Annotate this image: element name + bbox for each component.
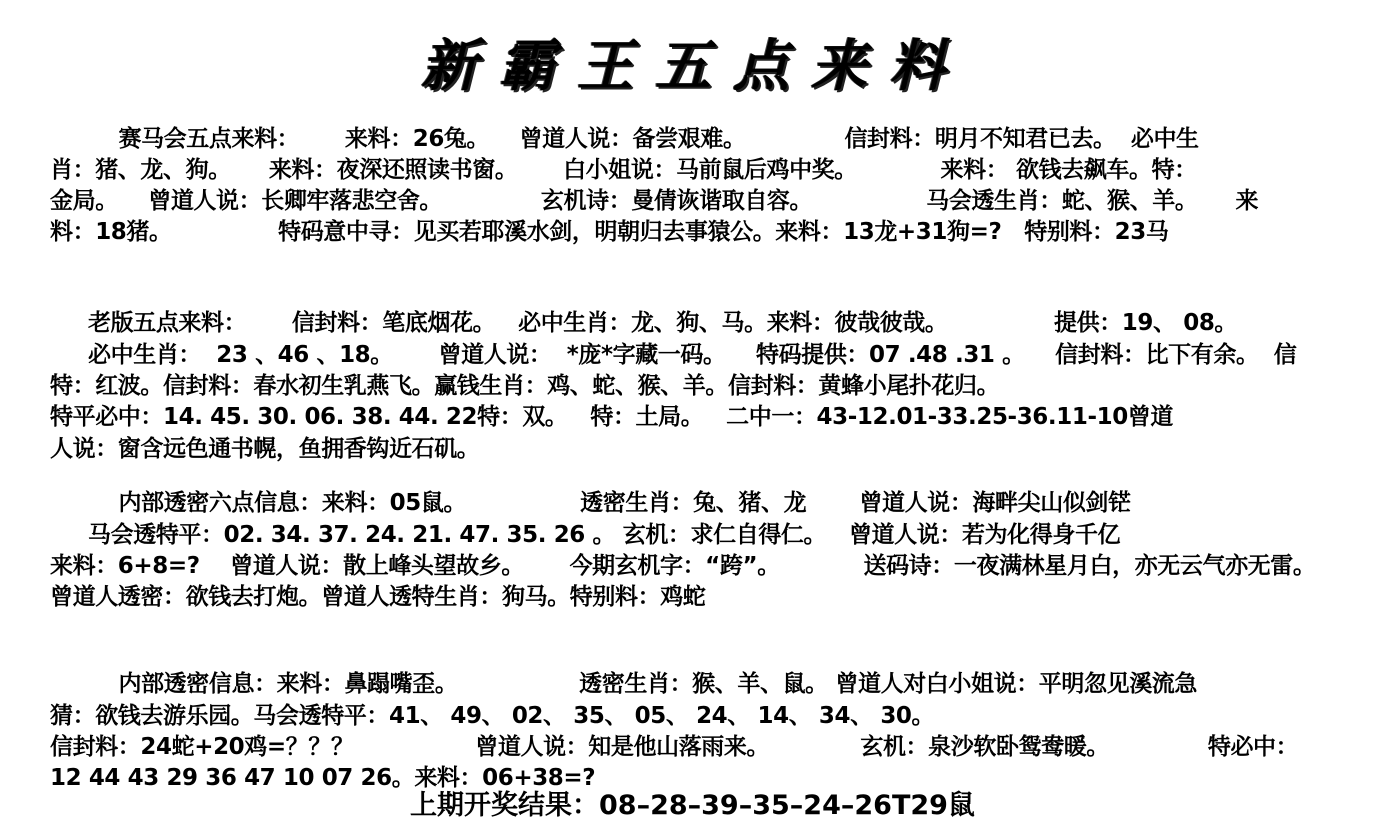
text-line: 赛马会五点来料： 来料：26兔。 曾道人说：备尝艰难。 信封料：明月不知君已去。 必中生 [50, 126, 1199, 152]
text-line: 12 44 43 29 36 47 10 07 26。来料：06+38=? [50, 765, 596, 791]
text-line: 信封料：24蛇+20鸡=？？？ 曾道人说：知是他山落雨来。 玄机：泉沙软卧鸳鸯暖。 特必中： [50, 734, 1299, 760]
text-line: 猜：欲钱去游乐园。马会透特平：41、 49、 02、 35、 05、 24、 14、 34、 30。 [50, 703, 935, 729]
text-line: 曾道人透密：欲钱去打炮。曾道人透特生肖：狗马。特别料：鸡蛇 [50, 584, 706, 610]
text-line: 内部透密六点信息：来料：05鼠。 透密生肖：兔、猪、龙 曾道人说：海畔尖山似剑铓 [50, 490, 1131, 516]
last-draw-result: 上期开奖结果：08–28–39–35–24–26T29鼠 [410, 790, 975, 821]
text-line: 必中生肖： 23 、46 、18。 曾道人说： *庞*字藏一码。 特码提供：07 .48 .31 。 信封料：比下有余。 信 [50, 342, 1297, 368]
text-line: 特平必中：14. 45. 30. 06. 38. 44. 22特：双。 特：土局。 二中一：43-12.01-33.25-36.11-10曾道 [50, 404, 1174, 430]
text-line: 肖：猪、龙、狗。 来料：夜深还照读书窗。 白小姐说：马前鼠后鸡中奖。 来料： 欲钱去飙车。特： [50, 157, 1197, 183]
text-line: 金局。 曾道人说：长卿牢落悲空舍。 玄机诗：曼倩诙谐取自容。 马会透生肖：蛇、猴、羊。 来 [50, 188, 1259, 214]
page-title: 新霸王五点来料 [421, 33, 967, 99]
text-line: 老版五点来料： 信封料：笔底烟花。 必中生肖：龙、狗、马。来料：彼哉彼哉。 提供：19、 08。 [50, 310, 1238, 336]
text-line: 料：18猪。 特码意中寻：见买若耶溪水剑，明朝归去事猿公。来料：13龙+31狗=? 特别料：23马 [50, 219, 1169, 245]
text-line: 来料：6+8=? 曾道人说：散上峰头望故乡。 今期玄机字：“跨”。 送码诗：一夜满林星月白，亦无云气亦无雷。 [50, 553, 1316, 579]
text-line: 马会透特平：02. 34. 37. 24. 21. 47. 35. 26 。 玄机：求仁自得仁。 曾道人说：若为化得身千亿 [50, 522, 1121, 548]
text-line: 人说：窗含远色通书幌，鱼拥香钩近石矶。 [50, 436, 480, 462]
text-line: 特：红波。信封料：春水初生乳燕飞。赢钱生肖：鸡、蛇、猴、羊。信封料：黄蜂小尾扑花归。 [50, 373, 1000, 399]
text-line: 内部透密信息：来料：鼻蹋嘴歪。 透密生肖：猴、羊、鼠。 曾道人对白小姐说：平明忽见溪流急 [50, 671, 1197, 697]
